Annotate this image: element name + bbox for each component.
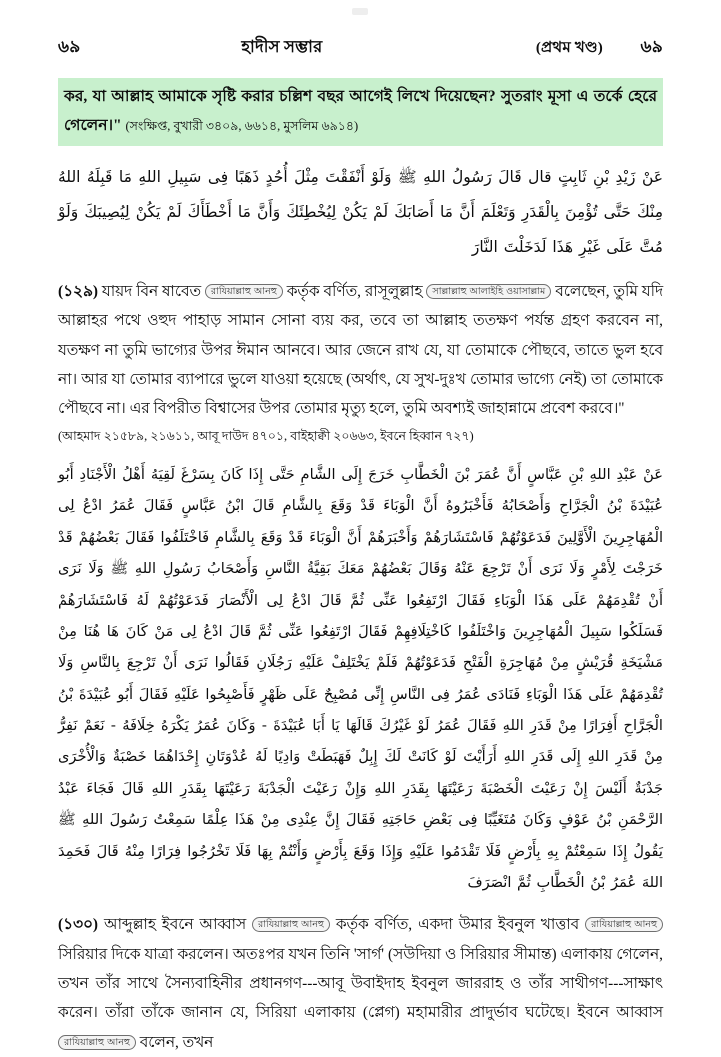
page-number-right: ৬৯ xyxy=(640,37,663,56)
narrator-name-130: আব্দুল্লাহ ইবনে আব্বাস xyxy=(103,916,247,934)
radiyallahu-seal-icon: রাযিয়াল্লাহু আনহু xyxy=(252,917,330,932)
radiyallahu-seal-icon: রাযিয়াল্লাহু আনহু xyxy=(205,284,283,299)
highlighted-paragraph xyxy=(58,78,663,146)
radiyallahu-seal-icon: রাযিয়াল্লাহু আনহু xyxy=(585,917,663,932)
highlight-reference: (সংক্ষিপ্ত, বুখারী ৩৪০৯, ৬৬১৪, মুসলিম ৬৯১৪) xyxy=(125,118,359,133)
hadith-number-129: (১২৯) xyxy=(58,282,98,300)
book-title: হাদীস সম্ভার xyxy=(241,37,323,56)
header-center-group xyxy=(118,34,603,61)
source-reference-129: (আহমাদ ২১৫৮৯, ২১৬১১, আবূ দাউদ ৪৭০১, বাইহাক্বী ২০৬৬৩, ইবনে হিব্বান ৭২৭) xyxy=(58,428,474,443)
bangla-body-129: বলেছেন, তুমি যদি আল্লাহর পথে ওহুদ পাহাড় সামান সোনা ব্যয় কর, তবে তা আল্লাহ ততক্ষণ পর্যন্ত গ্রহণ করবেন না, যতক্ষণ না তুমি ভাগ্যের উপর ঈমান আনবে। আর জেনে রাখ যে, যা তোমাকে পৌছবে, তাতে ভুল হবে না। আর যা তোমার ব্যাপারে ভুলে যাওয়া হয়েছে (অর্থাৎ, যে সুখ-দুঃখ তোমার ভাগ্যে নেই) তা তোমাকে পৌছবে না। এর বিপরীত বিশ্বাসের উপর তোমার মৃত্যু হলে, তুমি অবশ্যই জাহান্নামে প্রবেশ করবে।" xyxy=(58,282,663,418)
bangla-mid-130: কর্তৃক বর্ণিত, একদা উমার ইবনুল খাত্তাব xyxy=(335,916,580,934)
narrator-name-129: যায়দ বিন ষাবেত xyxy=(101,282,201,300)
bangla-paragraph-130 xyxy=(58,910,663,1057)
scan-artifact xyxy=(352,8,368,15)
bangla-mid-129: কর্তৃক বর্ণিত, রাসূলুল্লাহ xyxy=(286,282,423,300)
highlight-text: কর, যা আল্লাহ আমাকে সৃষ্টি করার চল্লিশ বছর আগেই লিখে দিয়েছেন? সুতরাং মূসা এ তর্কে হেরে গেলেন।" xyxy=(64,88,657,134)
hadith-number-130: (১৩০) xyxy=(58,916,99,934)
bangla-paragraph-129 xyxy=(58,277,663,424)
arabic-text-130: عَنْ عَبْدِ اللهِ بْنِ عَبَّاسٍ أَنَّ عُمَرَ بْنَ الْخَطَّابِ خَرَجَ إِلَى الشَّامِ حَتَّى إِذَا كَانَ بِسَرْغَ لَقِيَهُ أَهْلُ الْأَجْنَادِ أَبُو عُبَيْدَةَ بْنُ الْجَرَّاحِ وَأَصْحَابُهُ فَأَخْبَرُوهُ أَنَّ الْوَبَاءَ قَدْ وَقَعَ بِالشَّامِ قَالَ ابْنُ عَبَّاسٍ فَقَالَ عُمَرُ ادْعُ لِى الْمُهَاجِرِينَ الْأَوَّلِينَ فَدَعَوْتُهُمْ فَاسْتَشَارَهُمْ وَأَخْبَرَهُمْ أَنَّ الْوَبَاءَ قَدْ وَقَعَ بِالشَّامِ فَاخْتَلَفُوا فَقَالَ بَعْضُهُمْ قَدْ خَرَجْتَ لِأَمْرٍ وَلَا نَرَى أَنْ تَرْجِعَ عَنْهُ وَقَالَ بَعْضُهُمْ مَعَكَ بَقِيَّةُ النَّاسِ وَأَصْحَابُ رَسُولِ اللهِ ﷺ وَلَا نَرَى أَنْ تُقْدِمَهُمْ عَلَى هَذَا الْوَبَاءِ فَقَالَ ارْتَفِعُوا عَنِّى ثُمَّ قَالَ ادْعُ لِى الْأَنْصَارَ فَدَعَوْتُهُمْ لَهُ فَاسْتَشَارَهُمْ فَسَلَكُوا سَبِيلَ الْمُهَاجِرِينَ وَاخْتَلَفُوا كَاخْتِلَافِهِمْ فَقَالَ ارْتَفِعُوا عَنِّى ثُمَّ قَالَ ادْعُ لِى مَنْ كَانَ هَا هُنَا مِنْ مَشْيَخَةِ قُرَيْشٍ مِنْ مُهَاجِرَةِ الْفَتْحِ فَدَعَوْتُهُمْ فَلَمْ يَخْتَلِفْ عَلَيْهِ رَجُلَانِ فَقَالُوا نَرَى أَنْ تَرْجِعَ بِالنَّاسِ وَلَا تُقْدِمَهُمْ عَلَى هَذَا الْوَبَاءِ فَنَادَى عُمَرُ فِى النَّاسِ إِنِّى مُصْبِحٌ عَلَى ظَهْرٍ فَأَصْبِحُوا عَلَيْهِ فَقَالَ أَبُو عُبَيْدَةَ بْنُ الْجَرَّاحِ أَفِرَارًا مِنْ قَدَرِ اللهِ فَقَالَ عُمَرُ لَوْ غَيْرُكَ قَالَهَا يَا أَبَا عُبَيْدَةَ - وَكَانَ عُمَرُ يَكْرَهُ خِلَافَهُ - نَعَمْ نَفِرُّ مِنْ قَدَرِ اللهِ إِلَى قَدَرِ اللهِ أَرَأَيْتَ لَوْ كَانَتْ لَكَ إِبِلٌ فَهَبَطَتْ وَادِيًا لَهُ عُدْوَتَانِ إِحْدَاهُمَا خَصْبَةٌ وَالْأُخْرَى جَدْبَةٌ أَلَيْسَ إِنْ رَعَيْتَ الْخَصْبَةَ رَعَيْتَهَا بِقَدَرِ اللهِ وَإِنْ رَعَيْتَ الْجَدْبَةَ رَعَيْتَهَا بِقَدَرِ اللهِ قَالَ فَجَاءَ عَبْدُ الرَّحْمَنِ بْنُ عَوْفٍ وَكَانَ مُتَغَيِّبًا فِى بَعْضِ حَاجَتِهِ فَقَالَ إِنَّ عِنْدِى مِنْ هَذَا عِلْمًا سَمِعْتُ رَسُولَ اللهِ ﷺ يَقُولُ إِذَا سَمِعْتُمْ بِهِ بِأَرْضٍ فَلَا تَقْدَمُوا عَلَيْهِ وَإِذَا وَقَعَ بِأَرْضٍ وَأَنْتُمْ بِهَا فَلَا تَخْرُجُوا فِرَارًا مِنْهُ قَالَ فَحَمِدَ اللهَ عُمَرُ بْنُ الْخَطَّابِ ثُمَّ انْصَرَفَ xyxy=(58,466,663,891)
page-number-left: ৬৯ xyxy=(58,37,81,56)
bangla-body-130: সিরিয়ার দিকে যাত্রা করলেন। অতঃপর যখন তিনি 'সার্গ' (সউদিয়া ও সিরিয়ার সীমান্ত) এলাকায় গেলেন, তখন তাঁর সাথে সৈন্যবাহিনীর প্রধানগণ---আবূ উবাইদাহ ইবনুল জাররাহ ও তাঁর সাথীগণ---সাক্ষাৎ করেন। তাঁরা তাঁকে জানান যে, সিরিয়া এলাকায় (প্লেগ) মহামারীর প্রাদুর্ভাব ঘটেছে। ইবনে আব্বাস xyxy=(58,945,663,1022)
bangla-tail-130: বলেন, তখন xyxy=(139,1033,214,1051)
radiyallahu-seal-icon: রাযিয়াল্লাহু আনহু xyxy=(58,1035,136,1050)
volume-label: (প্রথম খণ্ড) xyxy=(535,40,603,56)
arabic-text-129: عَنْ زَيْدِ بْنِ ثَابِتٍ قال قَالَ رَسُولُ اللهِ ﷺ وَلَوْ أَنْفَقْتَ مِثْلَ أُحُدٍ ذَهَبًا فِى سَبِيلِ اللهِ مَا قَبِلَهُ اللهُ مِنْكَ حَتَّى تُؤْمِنَ بِالْقَدَرِ وَتَعْلَمَ أَنَّ مَا أَصَابَكَ لَمْ يَكُنْ لِيُخْطِئَكَ وَأَنَّ مَا أَخْطَأَكَ لَمْ يَكُنْ لِيُصِيبَكَ وَلَوْ مُتَّ عَلَى غَيْرِ هَذَا لَدَخَلْتَ النَّارَ xyxy=(58,168,663,257)
sallallahu-seal-icon: সাল্লাল্লাহু আলাইহি ওয়াসাল্লাম xyxy=(426,284,551,299)
